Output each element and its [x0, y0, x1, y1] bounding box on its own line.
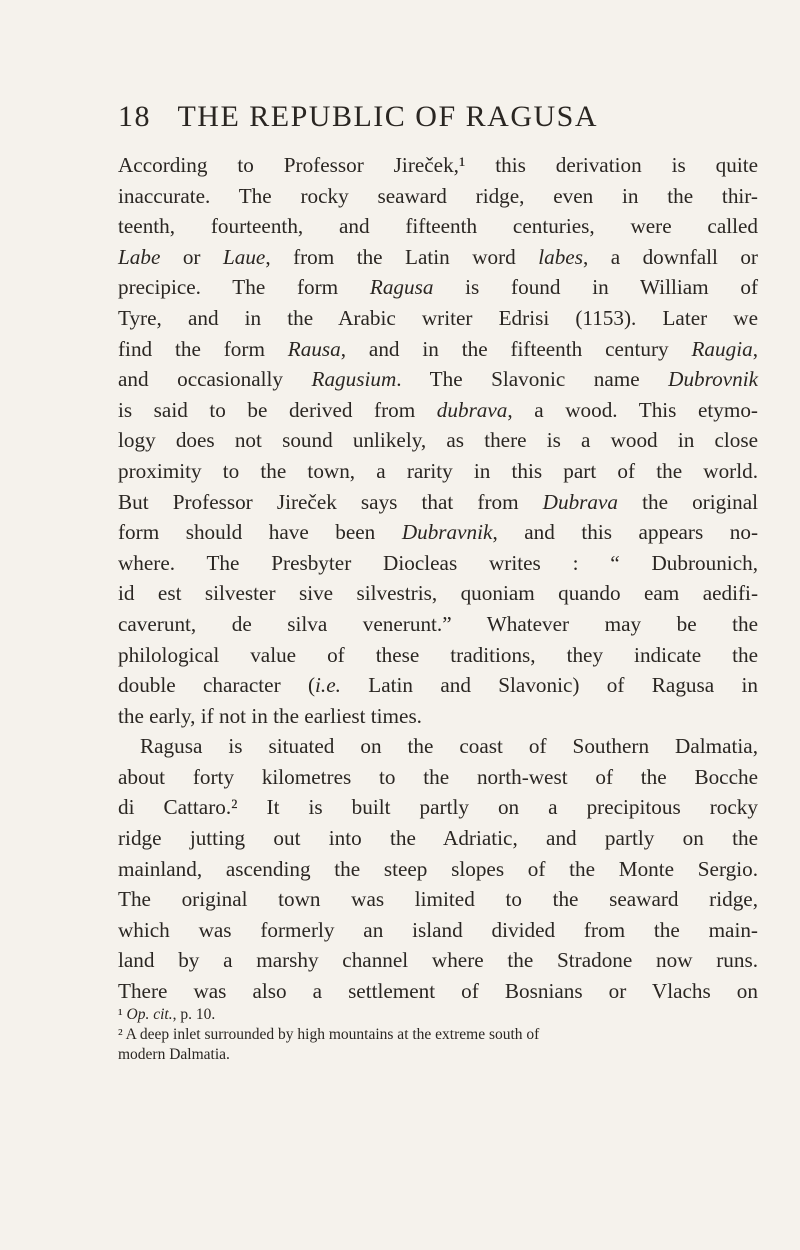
footnote-1: ¹ Op. cit., p. 10.	[118, 1006, 216, 1023]
footnote-2-continued: modern Dalmatia.	[118, 1046, 230, 1063]
text-line: proximity to the town, a rarity in this part of the world.	[118, 458, 758, 483]
footnotes	[118, 1005, 758, 1065]
text-line: double character (i.e. Latin and Slavonic) of Ragusa in	[118, 673, 758, 698]
text-line: mainland, ascending the steep slopes of the Monte Sergio.	[118, 856, 758, 881]
text-line: precipice. The form Ragusa is found in William of	[118, 275, 758, 300]
text-line: According to Professor Jireček,¹ this derivation is quite	[118, 153, 758, 177]
running-title: THE REPUBLIC OF RAGUSA	[177, 100, 599, 133]
paragraph-2	[118, 731, 758, 1006]
text-line: The original town was limited to the seaward ridge,	[118, 887, 758, 912]
text-line: and occasionally Ragusium. The Slavonic name Dubrovnik	[118, 367, 758, 392]
paragraph-1	[118, 150, 758, 731]
text-line: teenth, fourteenth, and fifteenth centuries, were called	[118, 214, 758, 239]
text-line: There was also a settlement of Bosnians or Vlachs on	[118, 979, 758, 1004]
text-line: which was formerly an island divided from the main-	[118, 917, 758, 942]
text-line: But Professor Jireček says that from Dubrava the original	[118, 489, 758, 514]
text-line: logy does not sound unlikely, as there is a wood in close	[118, 428, 758, 453]
text-line: caverunt, de silva venerunt.” Whatever may be the	[118, 611, 758, 636]
text-line: ridge jutting out into the Adriatic, and partly on the	[118, 826, 758, 851]
text-line: the early, if not in the earliest times.	[118, 703, 422, 728]
text-line: land by a marshy channel where the Stradone now runs.	[118, 948, 758, 973]
text-line: is said to be derived from dubrava, a wood. This etymo-	[118, 397, 758, 422]
text-line: Labe or Laue, from the Latin word labes, a downfall or	[118, 244, 758, 269]
text-line: di Cattaro.² It is built partly on a precipitous rocky	[118, 795, 758, 820]
footnote-2: ² A deep inlet surrounded by high mountains at the extreme south of	[118, 1026, 540, 1043]
page-number: 18	[118, 100, 151, 133]
text-line: Ragusa is situated on the coast of Southern Dalmatia,	[140, 734, 758, 759]
text-line: Tyre, and in the Arabic writer Edrisi (1153). Later we	[118, 305, 758, 330]
text-line: id est silvester sive silvestris, quoniam quando eam aedifi-	[118, 581, 758, 606]
text-line: about forty kilometres to the north-west of the Bocche	[118, 764, 758, 789]
text-line: find the form Rausa, and in the fifteenth century Raugia,	[118, 336, 758, 361]
text-line: where. The Presbyter Diocleas writes : “ Dubrounich,	[118, 550, 758, 575]
body-text	[118, 150, 758, 1007]
running-header	[118, 100, 598, 134]
text-line: form should have been Dubravnik, and this appears no-	[118, 520, 758, 545]
text-line: inaccurate. The rocky seaward ridge, even in the thir-	[118, 183, 758, 208]
text-line: philological value of these traditions, they indicate the	[118, 642, 758, 667]
